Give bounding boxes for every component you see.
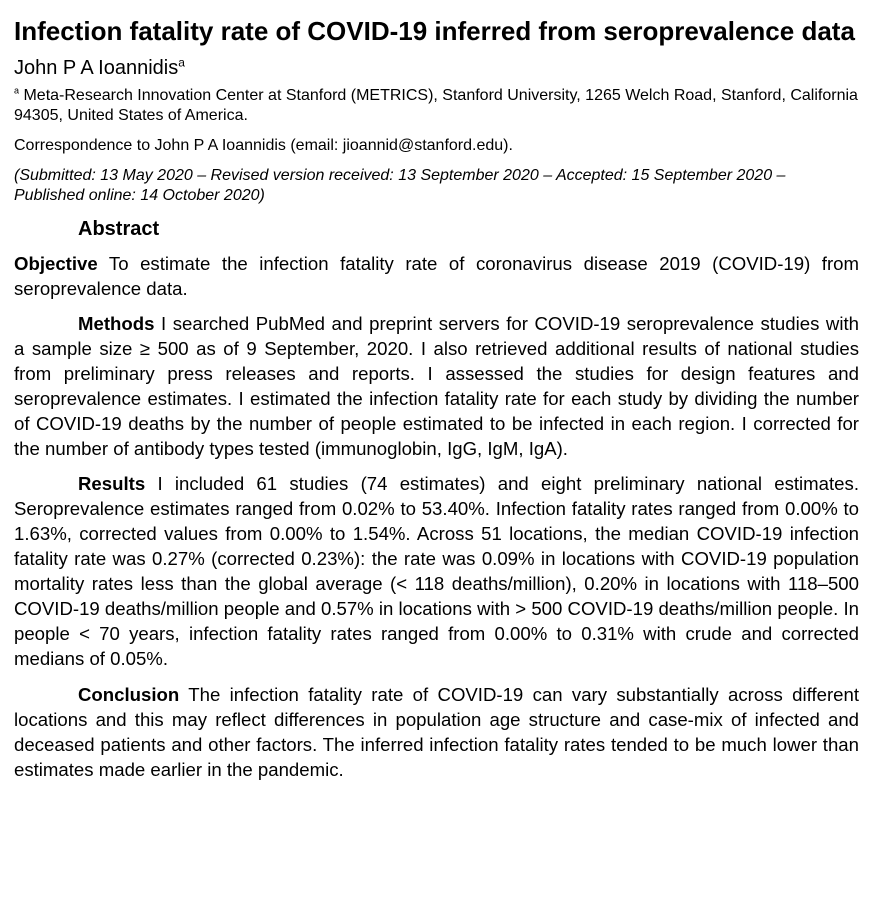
author-name: John P A Ioannidis bbox=[14, 57, 179, 79]
methods-label: Methods bbox=[78, 313, 155, 334]
abstract-heading: Abstract bbox=[78, 218, 160, 240]
author-affiliation-mark: a bbox=[178, 55, 185, 70]
affiliation bbox=[14, 86, 859, 126]
conclusion-label: Conclusion bbox=[78, 684, 180, 705]
results-label: Results bbox=[78, 473, 146, 494]
author-line bbox=[14, 55, 859, 81]
submission-dates: (Submitted: 13 May 2020 – Revised version received: 13 September 2020 – Accepted: 15 September 2020 – Published online: 14 October 2020) bbox=[14, 167, 786, 204]
results-text: I included 61 studies (74 estimates) and eight preliminary national estimates. Seroprevalence estimates ranged from 0.02% to 53.40%. Infection fatality rates ranged from 0.00% to 1.63%, corrected values from 0.00% to 1.54%. Across 51 locations, the median COVID-19 infection fatality rate was 0.27% (corrected 0.23%): the rate was 0.09% in locations with COVID-19 population mortality rates less than the global average (< 118 deaths/million), 0.20% in locations with 118–500 COVID-19 deaths/million people and 0.57% in locations with > 500 COVID-19 deaths/million people. In people < 70 years, infection fatality rates ranged from 0.00% to 0.31% with crude and corrected medians of 0.05%. bbox=[14, 473, 859, 669]
abstract-results bbox=[14, 471, 859, 671]
correspondence: Correspondence to John P A Ioannidis (email: jioannid@stanford.edu). bbox=[14, 137, 513, 154]
objective-label: Objective bbox=[14, 253, 98, 274]
methods-text: I searched PubMed and preprint servers for COVID-19 seroprevalence studies with a sample size ≥ 500 as of 9 September, 2020. I also retrieved additional results of national studies from preliminary press releases and reports. I assessed the studies for design features and seroprevalence estimates. I estimated the infection fatality rate for each study by dividing the number of COVID-19 deaths by the number of people estimated to be infected in each region. I corrected for the number of antibody types tested (immunoglobin, IgG, IgM, IgA). bbox=[14, 313, 859, 459]
abstract-methods bbox=[14, 311, 859, 461]
affiliation-mark: a bbox=[14, 85, 20, 96]
objective-text: To estimate the infection fatality rate of coronavirus disease 2019 (COVID-19) from seroprevalence data. bbox=[14, 253, 859, 299]
abstract-conclusion bbox=[14, 682, 859, 782]
paper-title: Infection fatality rate of COVID-19 inferred from seroprevalence data bbox=[14, 16, 855, 46]
affiliation-text: Meta-Research Innovation Center at Stanford (METRICS), Stanford University, 1265 Welch Road, Stanford, California 94305, United States of America. bbox=[14, 87, 858, 124]
abstract-objective bbox=[14, 251, 859, 301]
conclusion-text: The infection fatality rate of COVID-19 can vary substantially across different locations and this may reflect differences in population age structure and case-mix of infected and deceased patients and other factors. The inferred infection fatality rates tended to be much lower than estimates made earlier in the pandemic. bbox=[14, 684, 859, 780]
paper-page bbox=[14, 14, 859, 782]
